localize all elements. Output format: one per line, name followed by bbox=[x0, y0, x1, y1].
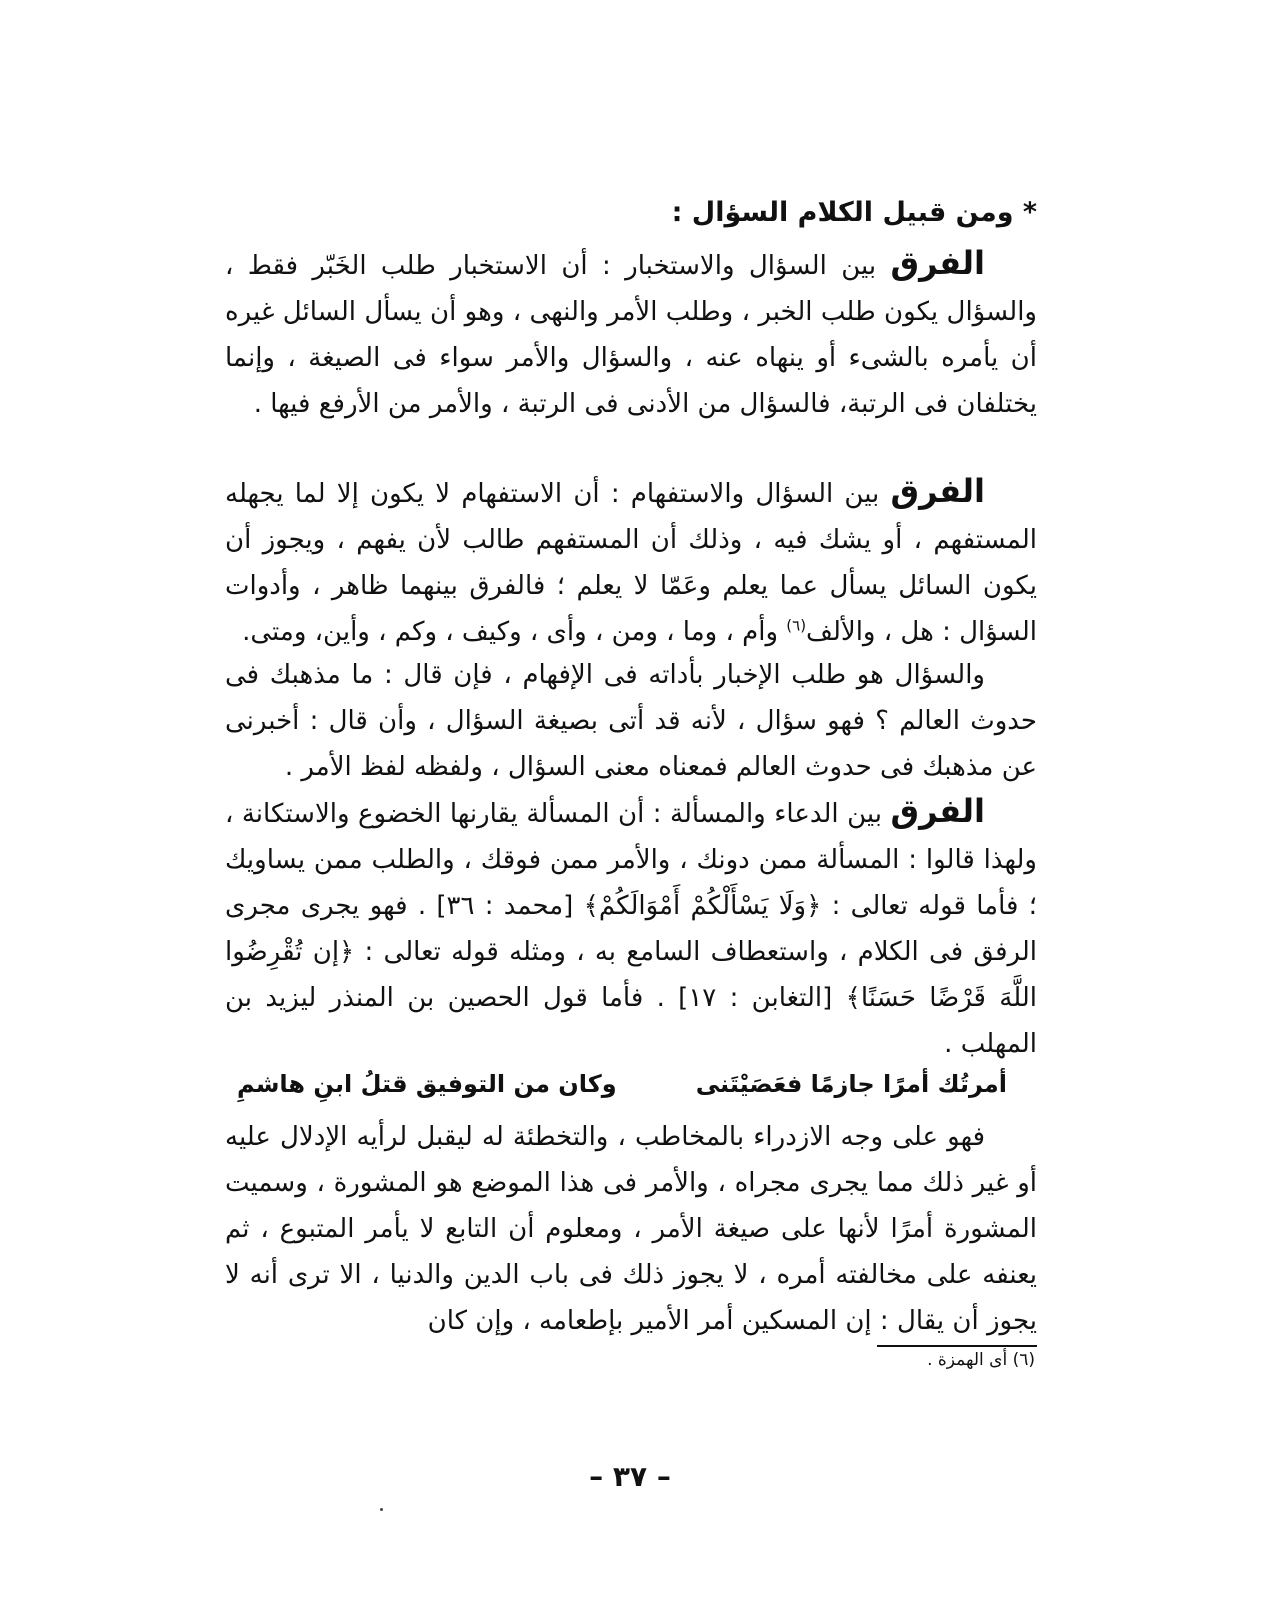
footnote-reference: (٦) bbox=[786, 616, 807, 635]
paragraph-commentary bbox=[225, 1114, 1037, 1344]
paragraph-difference-dua-masala bbox=[225, 788, 1037, 1067]
page-number: – ٣٧ – bbox=[589, 1460, 671, 1493]
paragraph-text: بين الدعاء والمسألة : أن المسألة يقارنها الخضوع والاستكانة ، ولهذا قالوا : المسألة ممن دونك ، والأمر ممن فوقك ، والطلب ممن يساويك ؛ فأما قوله تعالى : ﴿وَلَا يَسْأَلْكُمْ أَمْوَالَكُمْ﴾ [محمد : ٣٦] . فهو يجرى مجرى الرفق فى الكلام ، واستعطاف السامع به ، ومثله قوله تعالى : ﴿إن تُقْرِضُوا اللَّهَ قَرْضًا حَسَنًا﴾ [التغابن : ١٧] . فأما قول الحصين بن المنذر ليزيد بن المهلب . bbox=[225, 799, 1037, 1059]
paragraph-text: بين السؤال والاستخبار : أن الاستخبار طلب الخَبّر فقط ، والسؤال يكون طلب الخبر ، وطلب الأمر والنهى ، وهو أن يسأل السائل غيره أن يأمره بالشىء أو ينهاه عنه ، والسؤال والأمر سواء فى الصيغة ، وإنما يختلفان فى الرتبة، فالسؤال من الأدنى فى الرتبة ، والأمر من الأرفع فيها . bbox=[225, 251, 1037, 419]
paragraph-difference-question-inquiry bbox=[225, 240, 1037, 427]
footnote-separator bbox=[877, 1345, 1037, 1347]
section-heading: * ومن قبيل الكلام السؤال : bbox=[671, 197, 1037, 228]
footnote: (٦) أى الهمزة . bbox=[927, 1350, 1035, 1370]
paragraph-text: فهو على وجه الازدراء بالمخاطب ، والتخطئة له ليقبل لرأيه الإدلال عليه أو غير ذلك مما يجرى مجراه ، والأمر فى هذا الموضع هو المشورة ، وسميت المشورة أمرًا لأنها على صيغة الأمر ، ومعلوم أن التابع لا يأمر المتبوع ، ثم يعنفه على مخالفته أمره ، لا يجوز ذلك فى باب الدين والدنيا ، الا ترى أنه لا يجوز أن يقال : إن المسكين أمر الأمير بإطعامه ، وإن كان bbox=[225, 1122, 1037, 1336]
paragraph-text-continued: وأم ، وما ، ومن ، وأى ، وكيف ، وكم ، وأين، ومتى. bbox=[242, 617, 787, 647]
scan-speck bbox=[380, 1508, 383, 1511]
paragraph-difference-question-istifham bbox=[225, 468, 1037, 655]
lead-word: الفرق bbox=[890, 244, 985, 282]
first-hemistich: أمرتُك أمرًا جازمًا فعَصَيْتَنى bbox=[695, 1070, 1007, 1098]
lead-word: الفرق bbox=[890, 472, 985, 510]
second-hemistich: وكان من التوفيق قتلُ ابنِ هاشمِ bbox=[237, 1070, 617, 1098]
poetry-verse bbox=[237, 1070, 1007, 1110]
paragraph-text: بين السؤال والاستفهام : أن الاستفهام لا يكون إلا لما يجهله المستفهم ، أو يشك فيه ، وذلك أن المستفهم طالب لأن يفهم ، ويجوز أن يكون السائل يسأل عما يعلم وعَمّا لا يعلم ؛ فالفرق بينهما ظاهر ، وأدوات السؤال : هل ، والألف bbox=[225, 479, 1037, 647]
paragraph-text: والسؤال هو طلب الإخبار بأداته فى الإفهام ، فإن قال : ما مذهبك فى حدوث العالم ؟ فهو سؤال ، لأنه قد أتى بصيغة السؤال ، وأن قال : أخبرنى عن مذهبك فى حدوث العالم فمعناه معنى السؤال ، ولفظه لفظ الأمر . bbox=[225, 660, 1037, 782]
lead-word: الفرق bbox=[890, 792, 985, 830]
paragraph-question-definition bbox=[225, 652, 1037, 790]
